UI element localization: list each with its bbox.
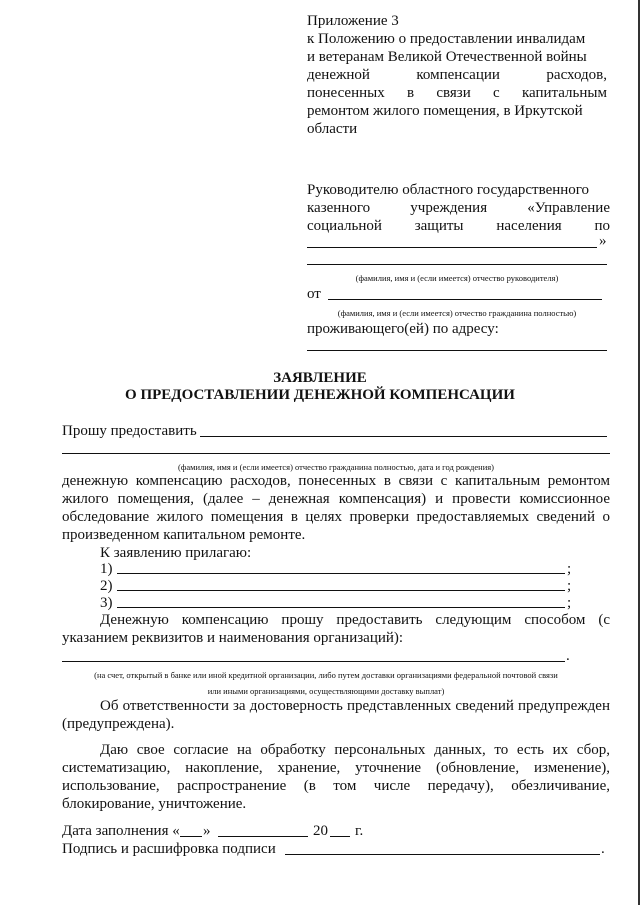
request-name-field-line-2[interactable]	[62, 453, 610, 454]
district-field-line[interactable]	[307, 247, 597, 248]
attachment-number: 3)	[100, 595, 113, 611]
appendix-word: денежной	[307, 67, 370, 83]
appendix-header	[307, 12, 607, 138]
payment-details-field-line[interactable]	[62, 661, 565, 662]
signature-field-line[interactable]	[285, 854, 600, 855]
appendix-word: с	[493, 85, 500, 101]
applicant-name-caption: (фамилия, имя и (если имеется) отчество гражданина полностью)	[337, 308, 577, 318]
appendix-word: в	[406, 85, 415, 101]
appendix-word: понесенных	[307, 85, 385, 101]
payment-caption-2: или иными организациями, осуществляющими доставку выплат)	[207, 686, 445, 696]
consent-text: Даю свое согласие на обработку персональных данных, то есть их сбор, систематизацию, накопление, хранение, уточнение (обновление, изменение), использование, распространение (в том числе передачу), обезличивание, блокирование, уничтожение.	[62, 742, 610, 812]
request-body: денежную компенсацию расходов, понесенных в связи с капитальным ремонтом жилого помещения, (далее – денежная компенсация) и провести комиссионное обследование жилого помещения в целях проверки предоставляемых сведений о произведенном капитальном ремонте.	[62, 473, 610, 543]
date-close-quote: »	[203, 823, 211, 839]
date-day-field-line[interactable]	[180, 836, 202, 837]
head-name-field-line[interactable]	[307, 264, 607, 265]
addressee-word: по	[594, 218, 610, 234]
date-year-field-line[interactable]	[330, 836, 350, 837]
request-name-field-line[interactable]	[200, 436, 607, 437]
addressee-word: «Управление	[527, 200, 610, 216]
attachment-field-line-2[interactable]	[117, 590, 565, 591]
close-quote: »	[599, 233, 607, 249]
attachment-number: 1)	[100, 561, 113, 577]
addressee-block	[307, 181, 610, 235]
year-prefix: 20	[313, 823, 328, 839]
addressee-text: Руководителю областного государственного	[307, 182, 590, 198]
addressee-line	[307, 181, 610, 199]
head-name-caption: (фамилия, имя и (если имеется) отчество руководителя)	[355, 273, 559, 283]
appendix-line	[307, 66, 607, 84]
appendix-word: расходов,	[546, 67, 607, 83]
attachment-field-line-1[interactable]	[117, 573, 565, 574]
attachment-number: 2)	[100, 578, 113, 594]
appendix-line: и ветеранам Великой Отечественной войны	[307, 49, 587, 65]
appendix-word: компенсации	[416, 67, 500, 83]
document-title: ЗАЯВЛЕНИЕ	[273, 370, 367, 386]
responsibility-text: Об ответственности за достоверность представленных сведений предупрежден (предупреждена).	[62, 698, 610, 732]
appendix-line: к Положению о предоставлении инвалидам	[307, 31, 586, 47]
addressee-line	[307, 217, 610, 235]
attachment-terminator: ;	[567, 595, 572, 611]
payment-period: .	[566, 648, 570, 664]
year-suffix: г.	[355, 823, 364, 839]
payment-method-text: Денежную компенсацию прошу предоставить следующим способом (с указанием реквизитов и наименования организаций):	[62, 612, 610, 646]
attachment-terminator: ;	[567, 578, 572, 594]
applicant-name-field-line[interactable]	[328, 299, 602, 300]
appendix-line: ремонтом жилого помещения, в Иркутской	[307, 103, 583, 119]
addressee-word: защиты	[414, 218, 464, 234]
attachment-terminator: ;	[567, 561, 572, 577]
appendix-word: связи	[436, 85, 471, 101]
signature-period: .	[601, 841, 605, 857]
addressee-word: учреждения	[410, 200, 488, 216]
from-label: от	[307, 286, 321, 302]
date-month-field-line[interactable]	[218, 836, 308, 837]
appendix-line	[307, 84, 607, 102]
addressee-word: казенного	[307, 200, 371, 216]
addressee-word: населения	[496, 218, 562, 234]
appendix-word: капитальным	[521, 85, 607, 101]
request-label: Прошу предоставить	[62, 423, 197, 439]
addressee-word: социальной	[307, 218, 382, 234]
appendix-line: области	[307, 121, 358, 137]
signature-label: Подпись и расшифровка подписи	[62, 841, 276, 857]
residing-label: проживающего(ей) по адресу:	[307, 321, 499, 337]
request-name-caption: (фамилия, имя и (если имеется) отчество гражданина полностью, дата и год рождения)	[177, 462, 494, 472]
addressee-line	[307, 199, 610, 217]
attachments-label: К заявлению прилагаю:	[100, 545, 252, 561]
address-field-line[interactable]	[307, 350, 607, 351]
payment-caption-1: (на счет, открытый в банке или иной кредитной организации, либо путем доставки организациями федеральной почтовой связи	[94, 670, 558, 680]
appendix-line: Приложение 3	[307, 13, 399, 29]
attachment-field-line-3[interactable]	[117, 607, 565, 608]
date-label: Дата заполнения «	[62, 823, 180, 839]
document-subtitle: О ПРЕДОСТАВЛЕНИИ ДЕНЕЖНОЙ КОМПЕНСАЦИИ	[125, 387, 515, 403]
